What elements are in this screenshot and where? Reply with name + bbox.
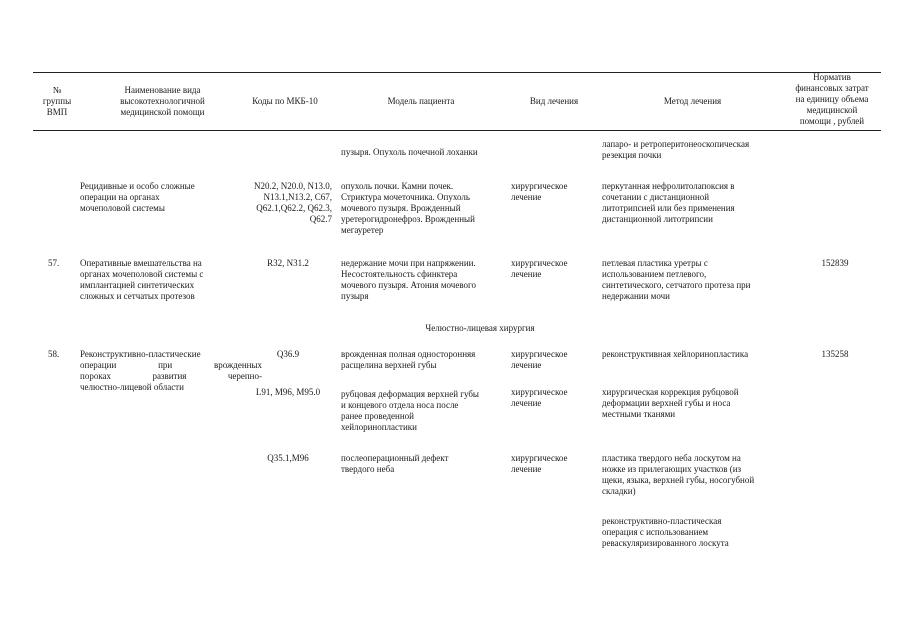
- row3-treatment-method: петлевая пластика уретры с использованием петлевого, синтетического, сетчатого протеза при недержании мочи: [602, 258, 751, 301]
- row2-treatment-method: перкутанная нефролитолапоксия в сочетании с дистанционной литотрипсией или без применения дистанционной литотрипсии: [602, 181, 735, 224]
- row4-treatment-method: реконструктивная хейлоринопластика: [602, 349, 749, 359]
- row3-icd10-codes: R32, N31.2: [267, 258, 309, 268]
- row2-patient-model: опухоль почки. Камни почек. Стриктура мочеточника. Опухоль мочевого пузыря. Врожденный уретерогидронефроз. Врожденный мегауретер: [341, 181, 475, 235]
- row5-treatment-method: хирургическая коррекция рубцовой деформации верхней губы и носа местными тканями: [602, 387, 739, 419]
- row2-treatment-kind: хирургическое лечение: [511, 181, 568, 202]
- row3-treatment-kind: хирургическое лечение: [511, 258, 568, 279]
- row5-icd10-codes: L91, M96, M95.0: [255, 387, 321, 397]
- row3-group-number: 57.: [48, 258, 60, 268]
- header-cost-standard: Норматив финансовых затрат на единицу объема медицинской помощи , рублей: [795, 71, 869, 126]
- row5-treatment-kind: хирургическое лечение: [511, 387, 568, 408]
- row4-treatment-kind: хирургическое лечение: [511, 349, 568, 370]
- row4-name-line2: операции при врожденных: [80, 360, 262, 370]
- row3-patient-model: недержание мочи при напряжении. Несостоятельность сфинктера мочевого пузыря. Атония мочевого пузыря: [341, 258, 476, 301]
- header-care-type-name: Наименование вида высокотехнологичной медицинской помощи: [120, 84, 205, 117]
- section-heading: Челюстно-лицевая хирургия: [425, 323, 535, 333]
- row2-care-type-name: Рецидивные и особо сложные операции на органах мочеполовой системы: [80, 181, 195, 213]
- row6-treatment-kind: хирургическое лечение: [511, 453, 568, 474]
- row7-treatment-method: реконструктивно-пластическая операция с использованием реваскуляризированного лоскута: [602, 516, 729, 548]
- row1-patient-model: пузыря. Опухоль почечной лоханки: [341, 147, 478, 157]
- header-treatment-kind: Вид лечения: [529, 95, 579, 106]
- row1-treatment-method: лапаро- и ретроперитонеоскопическая резекция почки: [602, 139, 750, 160]
- row6-icd10-codes: Q35.1,M96: [267, 453, 309, 463]
- header-treatment-method: Метод лечения: [663, 95, 722, 106]
- row4-patient-model: врожденная полная односторонняя расщелина верхней губы: [341, 349, 476, 370]
- row2-icd10-codes: N20.2, N20.0, N13.0, N13.1,N13.2, C67, Q62.1,Q62.2, Q62.3, Q62.7: [254, 181, 332, 224]
- row6-patient-model: послеоперационный дефект твердого неба: [341, 453, 449, 474]
- row4-group-number: 58.: [48, 349, 60, 359]
- header-group-number: № группы ВМП: [42, 84, 72, 117]
- row4-cost-standard: 135258: [821, 349, 849, 359]
- row4-icd10-codes: Q36.9: [276, 349, 300, 359]
- row3-care-type-name: Оперативные вмешательства на органах мочеполовой системы с имплантацией синтетических сложных и сетчатых протезов: [80, 258, 204, 301]
- row6-treatment-method: пластика твердого неба лоскутом на ножке из прилегающих участков (из щеки, языка, верхней губы, носогубной складки): [602, 453, 755, 496]
- row4-name-line3: пороках развития черепно-: [80, 371, 262, 381]
- header-patient-model: Модель пациента: [387, 95, 455, 106]
- row3-cost-standard: 152839: [821, 258, 849, 268]
- row5-patient-model: рубцовая деформация верхней губы и концевого отдела носа после ранее проведенной хейлоринопластики: [341, 389, 479, 432]
- row4-care-type-name: Реконструктивно-пластические операции при врожденных пороках развития черепно- челюстно-лицевой области: [80, 349, 262, 392]
- header-bottom-rule: [33, 130, 881, 131]
- header-icd10-codes: Коды по МКБ-10: [252, 95, 318, 106]
